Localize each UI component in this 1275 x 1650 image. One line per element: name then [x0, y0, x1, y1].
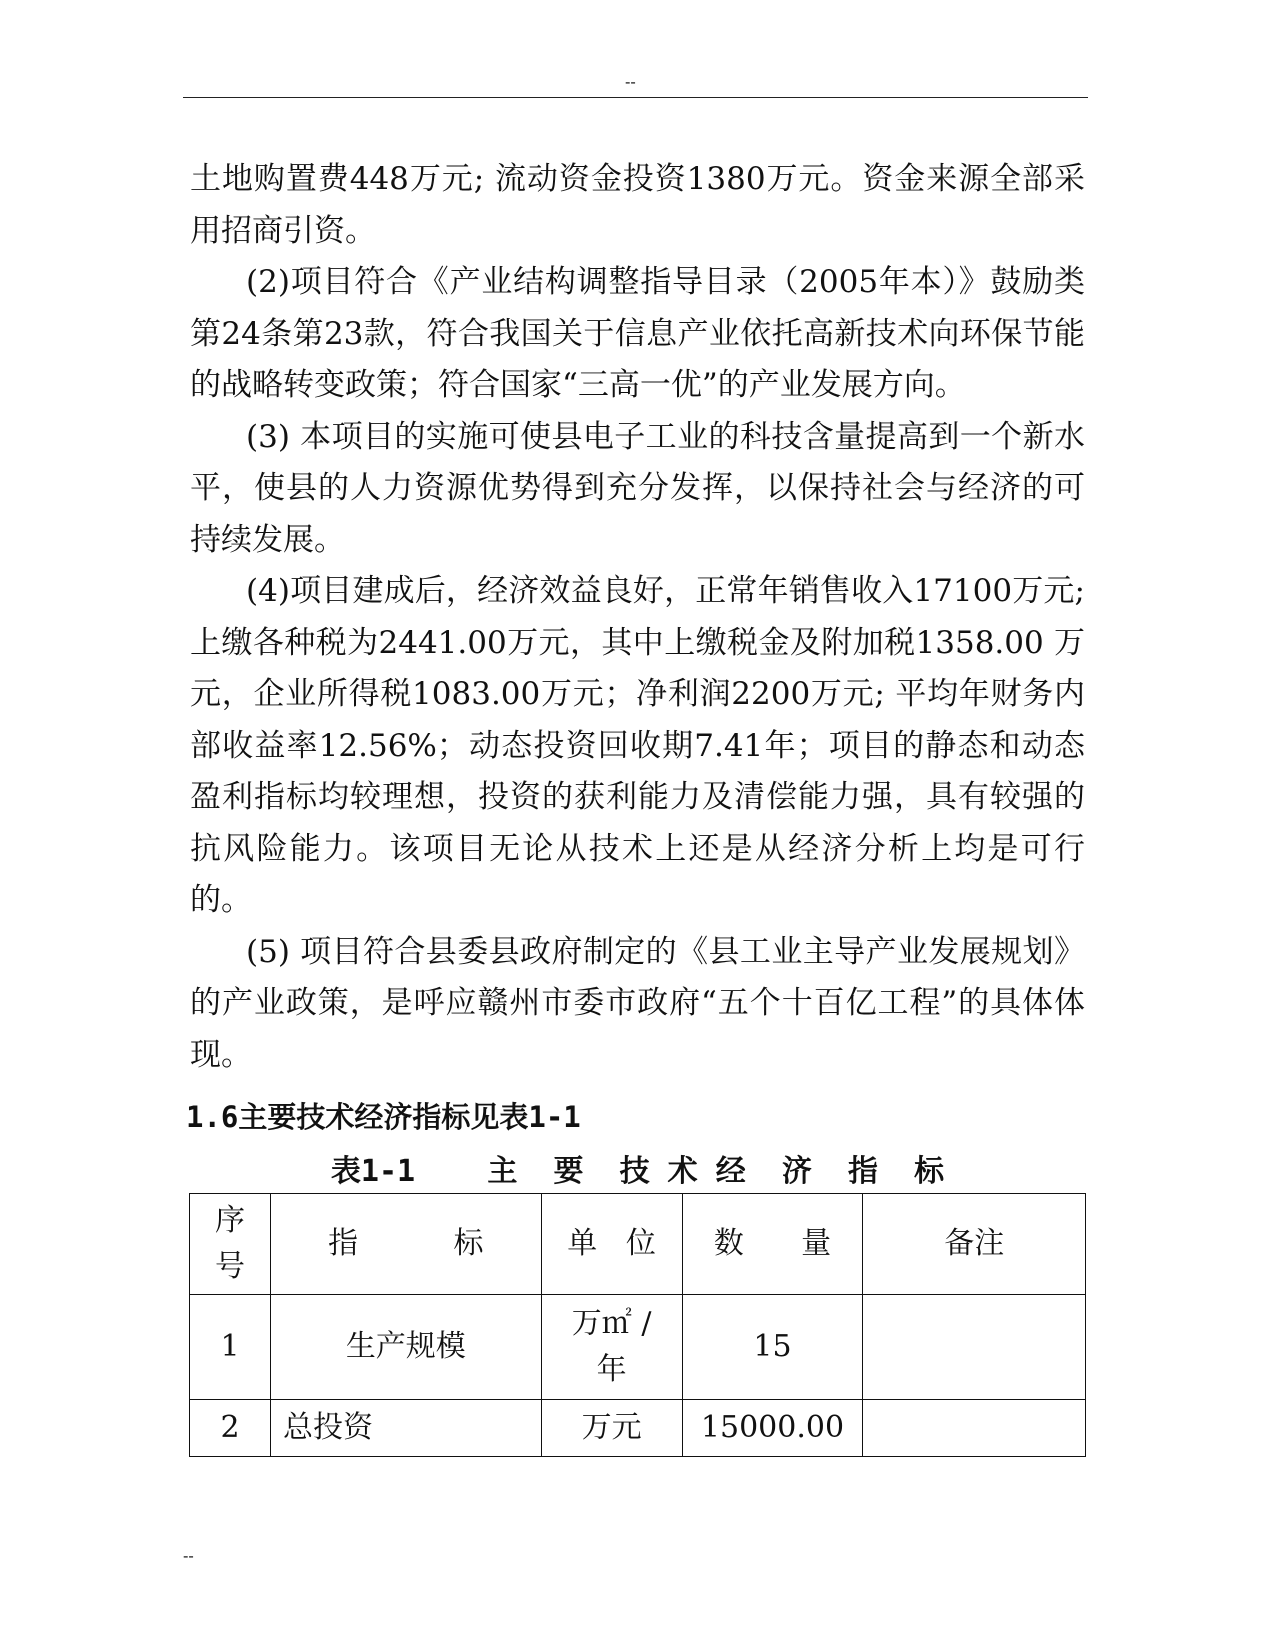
header-indicator: 指 标 — [270, 1194, 541, 1295]
paragraph-4: (4)项目建成后，经济效益良好，正常年销售收入17100万元; 上缴各种税为2441.00万元，其中上缴税金及附加税1358.00 万元，企业所得税1083.00万元；净利润2200万元; 平均年财务内部收益率12.56%；动态投资回收期7.41年；项目的静态和动态盈利指标均较理想，投资的获利能力及清偿能力强，具有较强的抗风险能力。该项目无论从技术上还是从经济分析上均是可行的。 — [190, 573, 1085, 918]
header-unit: 单 位 — [541, 1194, 682, 1295]
paragraph-3: (3) 本项目的实施可使县电子工业的科技含量提高到一个新水平，使县的人力资源优势得到充分发挥，以保持社会与经济的可持续发展。 — [190, 418, 1085, 558]
section-heading: 1.6主要技术经济指标见表1-1 — [186, 1100, 581, 1134]
cell-unit: 万元 — [541, 1400, 682, 1457]
cell-unit: 万㎡ / 年 — [541, 1295, 682, 1400]
header-remark: 备注 — [863, 1194, 1086, 1295]
table-row — [190, 1295, 1086, 1400]
footer-mark: -- — [183, 1546, 194, 1565]
cell-no: 1 — [190, 1295, 271, 1400]
body-text — [190, 154, 1085, 1081]
table-row — [190, 1400, 1086, 1457]
header-mark: -- — [625, 72, 636, 91]
paragraph-2: (2)项目符合《产业结构调整指导目录（2005年本）》鼓励类第24条第23款，符合我国关于信息产业依托高新技术向环保节能的战略转变政策；符合国家“三高一优”的产业发展方向。 — [190, 264, 1085, 403]
paragraph-5: (5) 项目符合县委县政府制定的《县工业主导产业发展规划》的产业政策，是呼应赣州市委市政府“五个十百亿工程”的具体体现。 — [190, 933, 1085, 1073]
header-quantity: 数 量 — [682, 1194, 863, 1295]
header-no: 序号 — [190, 1194, 271, 1295]
cell-quantity: 15000.00 — [682, 1400, 863, 1457]
cell-indicator: 生产规模 — [270, 1295, 541, 1400]
table-header-row — [190, 1194, 1086, 1295]
indicator-table — [189, 1193, 1086, 1457]
cell-remark — [863, 1400, 1086, 1457]
cell-quantity: 15 — [682, 1295, 863, 1400]
cell-no: 2 — [190, 1400, 271, 1457]
paragraph-1: 土地购置费448万元; 流动资金投资1380万元。资金来源全部采用招商引资。 — [190, 161, 1085, 249]
header-rule — [183, 97, 1088, 98]
table-caption: 表1-1 主 要 技 术 经 济 指 标 — [330, 1154, 945, 1189]
cell-indicator: 总投资 — [270, 1400, 541, 1457]
cell-remark — [863, 1295, 1086, 1400]
